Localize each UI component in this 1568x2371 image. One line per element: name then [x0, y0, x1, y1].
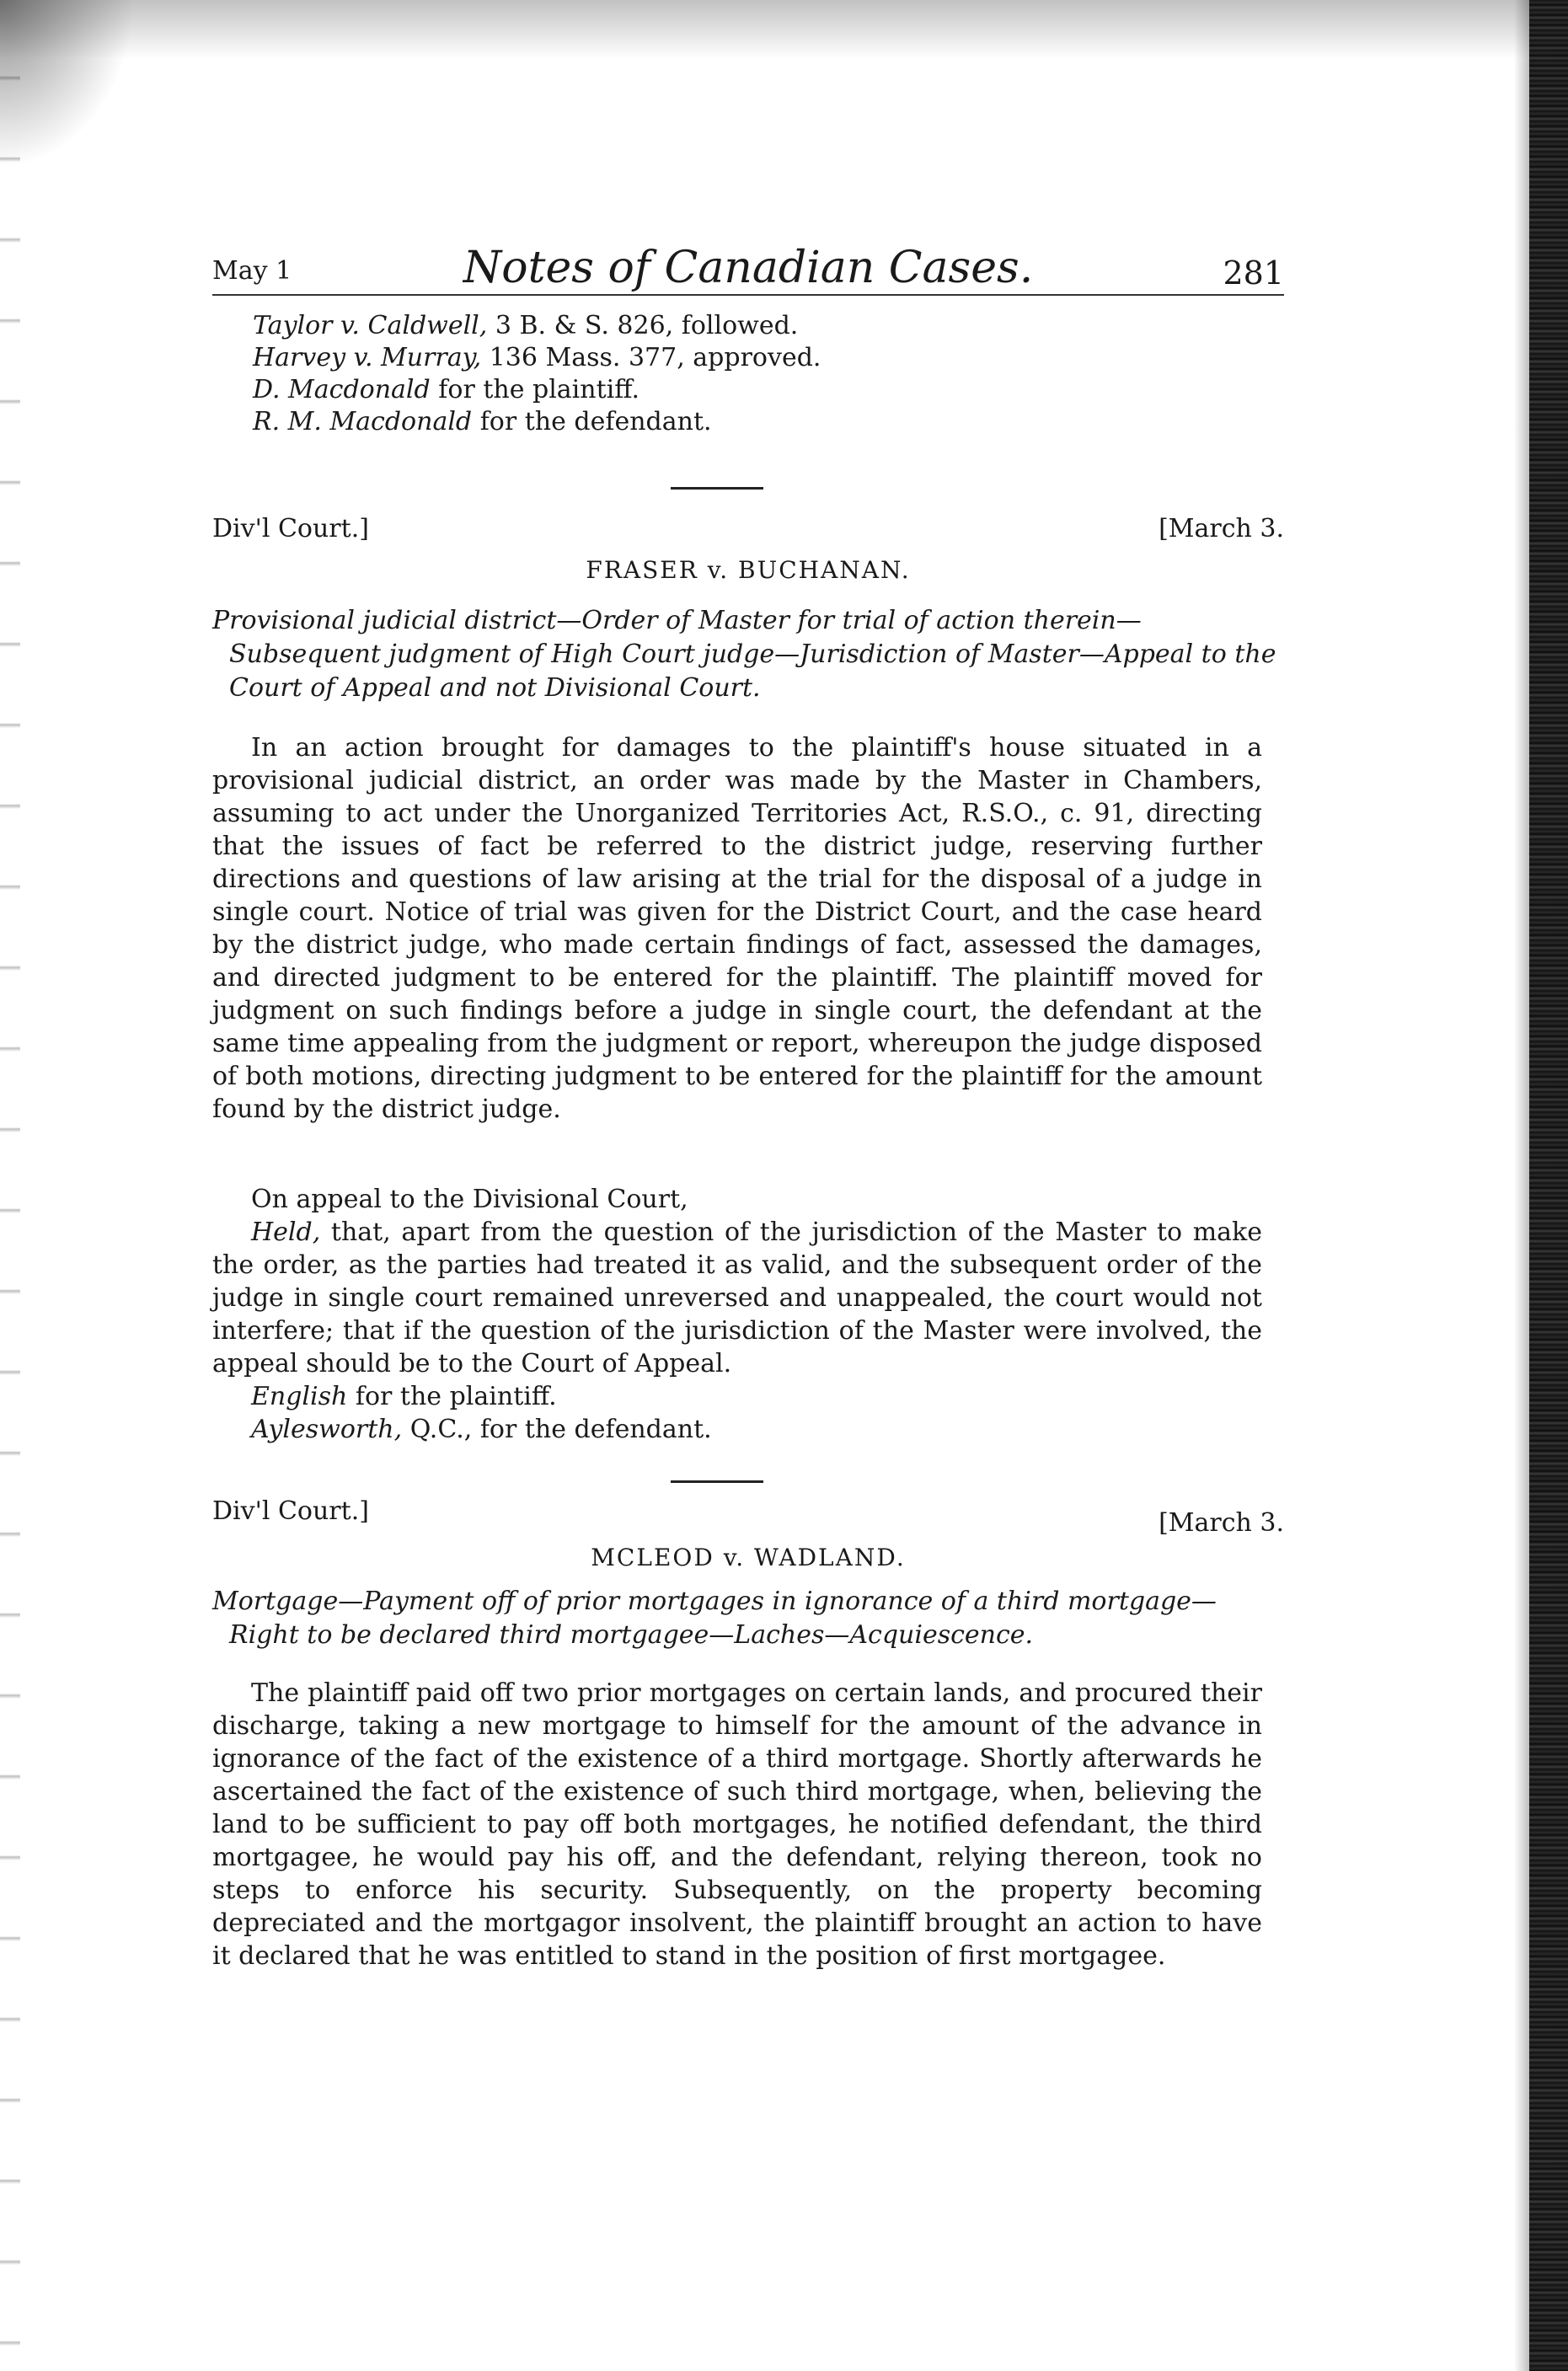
case-facts: The plaintiff paid off two prior mortgages on certain lands, and procured their discharge, taking a new mortgage to himself for the amount of the advance in ignorance of the fact of the existence of a third mortgage. Shortly afterwards he ascertained the fact of the existence of such third mortgage, when, believing the land to be sufficient to pay off both mortgages, he notified defendant, the third mortgagee, he would pay his off, and the defendant, relying thereon, took no steps to enforce his security. Subsequently, on the property becoming depreciated and the mortgagor insolvent, the plaintiff brought an action to have it declared that he was entitled to stand in the position of first mortgagee. — [212, 1678, 1262, 1971]
headnote: Provisional judicial district—Order of Master for trial of action therein—Subsequent judgment of High Court judge—Jurisdiction of Master—Appeal to the Court of Appeal and not Divisional Court. — [212, 606, 1276, 703]
scan-edge-right — [1529, 0, 1568, 2371]
decision-date: [March 3. — [1159, 514, 1284, 543]
scan-edge-top — [0, 0, 1568, 59]
counsel-role: for the plaintiff. — [438, 375, 640, 404]
case-title: MCLEOD v. WADLAND. — [591, 1544, 906, 1571]
counsel-line — [253, 376, 640, 404]
counsel-line — [212, 1413, 1262, 1446]
appeal-line: On appeal to the Divisional Court, — [251, 1185, 688, 1214]
counsel-line — [253, 408, 712, 436]
cited-case: Harvey v. Murray, — [253, 343, 482, 372]
cited-case: Taylor v. Caldwell, — [253, 311, 488, 340]
scan-edge-left — [0, 0, 20, 2371]
counsel-name: D. Macdonald — [253, 375, 431, 404]
section-divider — [671, 1480, 763, 1483]
header-rule — [212, 294, 1284, 296]
decision-date: [March 3. — [1159, 1508, 1284, 1538]
scan-edge-corner — [0, 0, 135, 169]
journal-title: Notes of Canadian Cases. — [463, 243, 1034, 293]
counsel-role: Q.C., for the defendant. — [409, 1415, 712, 1444]
running-header — [212, 243, 1284, 293]
citation-text: 3 B. & S. 826, followed. — [495, 311, 799, 340]
case-facts: In an action brought for damages to the plaintiff's house situated in a provisional judicial district, an order was made by the Master in Chambers, assuming to act under the Unorganized Territories Act, R.S.O., c. 91, directing that the issues of fact be referred to the district judge, reserving further directions and questions of law arising at the trial for the disposal of a judge in single court. Notice of trial was given for the District Court, and the case heard by the district judge, who made certain findings of fact, assessed the damages, and directed judgment to be entered for the plaintiff. The plaintiff moved for judgment on such findings before a judge in single court, the defendant at the same time appealing from the judgment or report, whereupon the judge disposed of both motions, directing judgment to be entered for the plaintiff for the amount found by the district judge. — [212, 733, 1262, 1124]
case-title: FRASER v. BUCHANAN. — [586, 556, 911, 584]
counsel-name: Aylesworth, — [251, 1415, 403, 1444]
counsel-name: R. M. Macdonald — [253, 407, 473, 436]
counsel-line — [212, 1380, 1262, 1413]
page-number: 281 — [1223, 254, 1284, 292]
holding — [212, 1216, 1262, 1380]
header-date: May 1 — [212, 256, 292, 286]
citation-line — [253, 312, 798, 340]
counsel-role: for the defendant. — [479, 407, 712, 436]
citation-line — [253, 344, 821, 372]
holding-text: that, apart from the question of the jurisdiction of the Master to make the order, as the parties had treated it as valid, and the subsequent order of the judge in single court remained unreversed and unappealed, the court would not interfere; that if the question of the jurisdiction of the Master were involved, the appeal should be to the Court of Appeal. — [212, 1218, 1262, 1378]
scan-edge-shadow — [1514, 0, 1529, 2371]
court-name: Div'l Court.] — [212, 1496, 369, 1526]
court-name: Div'l Court.] — [212, 514, 369, 543]
headnote: Mortgage—Payment off of prior mortgages in ignorance of a third mortgage—Right to be declared third mortgagee—Laches—Acquiescence. — [212, 1587, 1217, 1650]
citation-text: 136 Mass. 377, approved. — [489, 343, 821, 372]
counsel-role: for the plaintiff. — [355, 1382, 557, 1411]
section-divider — [671, 487, 763, 490]
held-word: Held, — [251, 1218, 321, 1247]
counsel-name: English — [251, 1382, 348, 1411]
